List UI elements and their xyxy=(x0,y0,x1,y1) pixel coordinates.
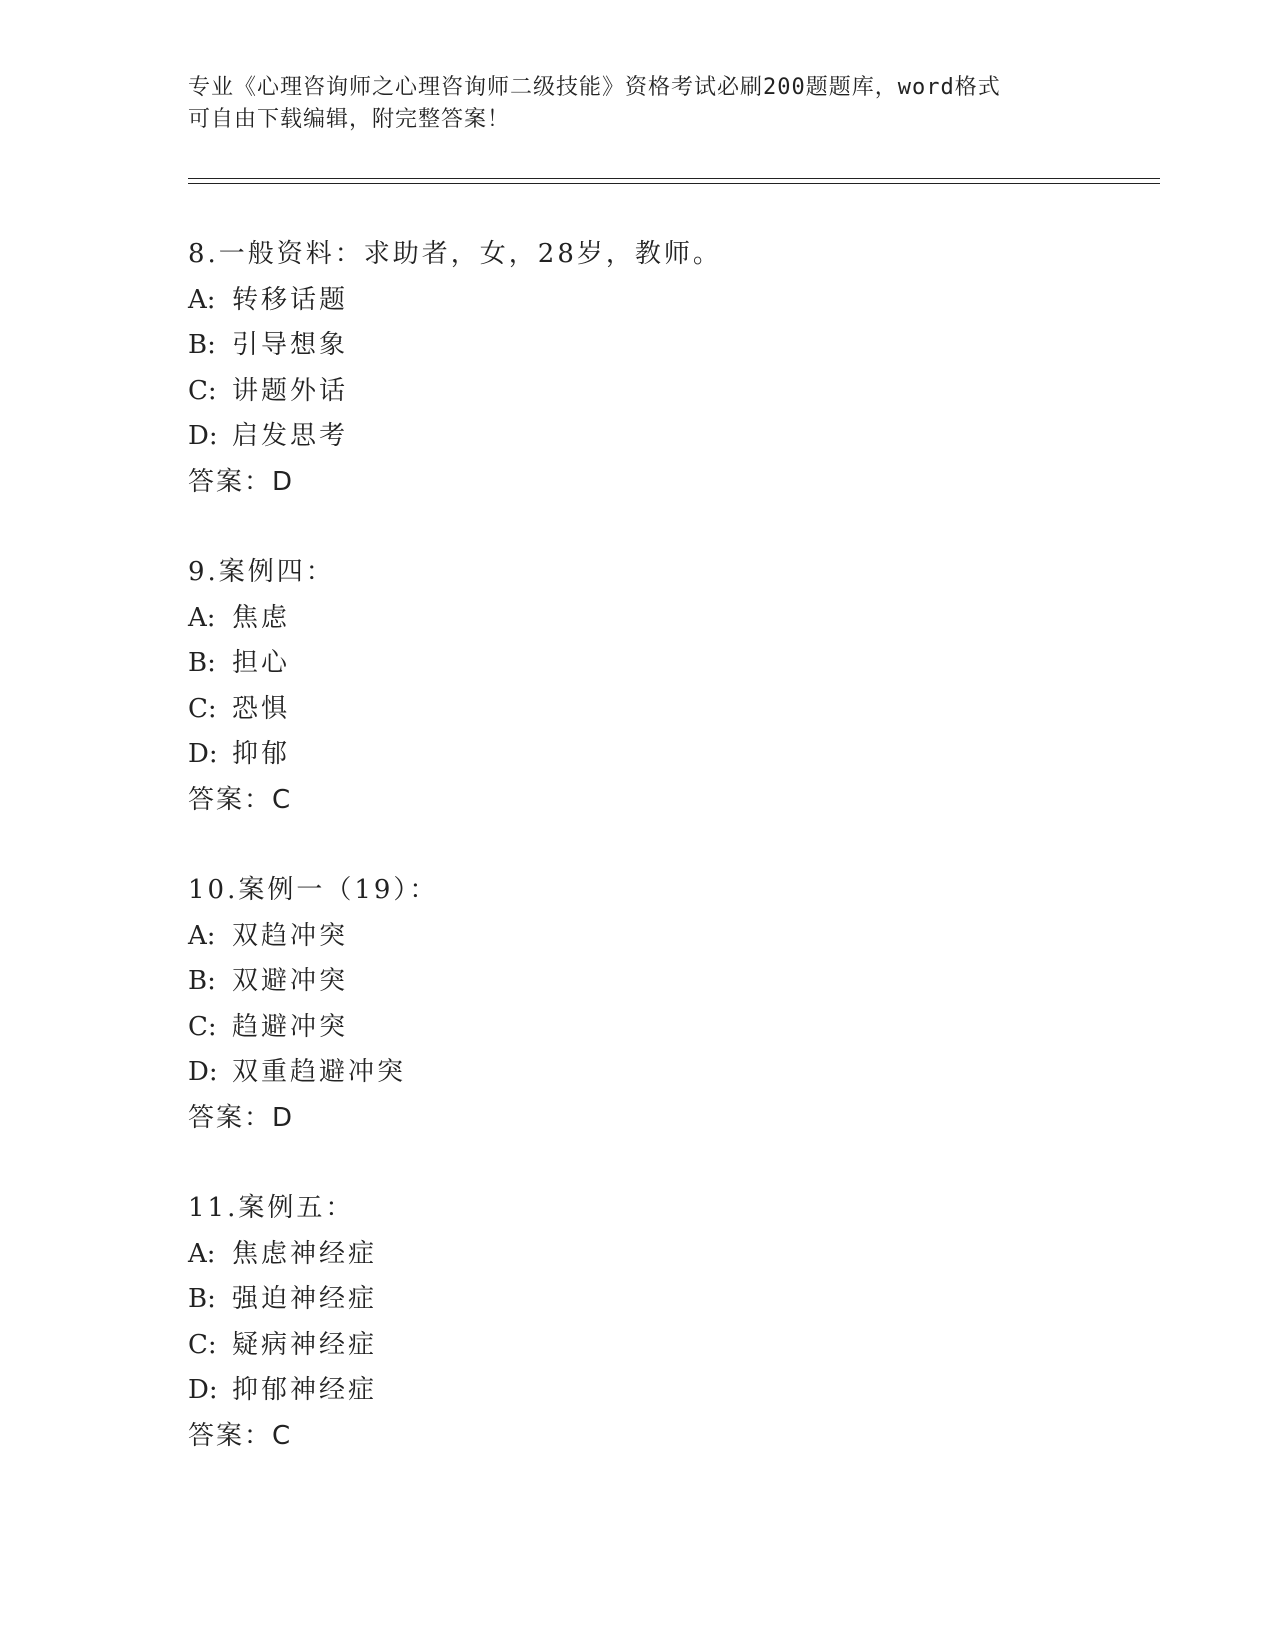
option-text: 双趋冲突 xyxy=(232,920,349,951)
header-divider-top xyxy=(188,178,1160,179)
option-text: 焦虑 xyxy=(232,602,291,633)
question-10 xyxy=(188,868,1148,1141)
header-divider-bottom xyxy=(188,183,1160,184)
option-a xyxy=(188,596,1148,642)
option-text: 焦虑神经症 xyxy=(232,1238,378,1269)
option-b xyxy=(188,959,1148,1005)
option-key: B: xyxy=(188,330,216,360)
option-key: D: xyxy=(188,1057,218,1087)
question-9 xyxy=(188,550,1148,823)
option-b xyxy=(188,641,1148,687)
option-key: A: xyxy=(188,284,216,315)
option-key: D: xyxy=(188,739,218,769)
option-key: A: xyxy=(188,1238,216,1269)
answer-line: 答案：D xyxy=(188,1102,295,1133)
option-key: B: xyxy=(188,1284,216,1314)
option-text: 担心 xyxy=(232,648,291,678)
option-text: 疑病神经症 xyxy=(232,1329,378,1360)
option-c xyxy=(188,1005,1148,1051)
question-stem: 10.案例一（19）： xyxy=(188,875,439,905)
option-text: 双避冲突 xyxy=(232,966,349,996)
option-b xyxy=(188,323,1148,369)
header-line-1: 专业《心理咨询师之心理咨询师二级技能》资格考试必刷200题题库，word格式 xyxy=(188,75,1001,100)
option-key: C: xyxy=(188,1329,217,1360)
option-c xyxy=(188,1323,1148,1369)
option-text: 讲题外话 xyxy=(232,375,349,406)
question-stem: 11.案例五： xyxy=(188,1193,355,1223)
option-text: 转移话题 xyxy=(232,284,349,315)
option-d xyxy=(188,732,1148,778)
option-key: A: xyxy=(188,602,216,633)
option-c xyxy=(188,369,1148,415)
answer-line: 答案：D xyxy=(188,466,295,497)
option-d xyxy=(188,1050,1148,1096)
option-a xyxy=(188,914,1148,960)
option-key: D: xyxy=(188,421,218,451)
answer-line: 答案：C xyxy=(188,784,293,815)
option-text: 引导想象 xyxy=(232,330,349,360)
option-key: C: xyxy=(188,693,217,724)
option-a xyxy=(188,1232,1148,1278)
option-text: 趋避冲突 xyxy=(232,1011,349,1042)
question-list xyxy=(188,232,1148,1504)
option-text: 强迫神经症 xyxy=(232,1284,378,1314)
option-text: 恐惧 xyxy=(232,693,291,724)
option-key: B: xyxy=(188,966,216,996)
question-8 xyxy=(188,232,1148,505)
option-c xyxy=(188,687,1148,733)
option-text: 双重趋避冲突 xyxy=(232,1057,407,1087)
option-key: D: xyxy=(188,1375,218,1405)
option-d xyxy=(188,414,1148,460)
option-d xyxy=(188,1368,1148,1414)
answer-line: 答案：C xyxy=(188,1420,293,1451)
option-text: 启发思考 xyxy=(232,421,349,451)
question-11 xyxy=(188,1186,1148,1459)
option-key: C: xyxy=(188,1011,217,1042)
document-header xyxy=(188,72,1088,136)
header-line-2: 可自由下载编辑，附完整答案！ xyxy=(188,107,511,132)
question-stem: 9.案例四： xyxy=(188,557,335,587)
option-text: 抑郁 xyxy=(232,739,291,769)
option-key: C: xyxy=(188,375,217,406)
option-key: B: xyxy=(188,648,216,678)
option-b xyxy=(188,1277,1148,1323)
option-text: 抑郁神经症 xyxy=(232,1375,378,1405)
option-key: A: xyxy=(188,920,216,951)
question-stem: 8.一般资料：求助者，女，28岁，教师。 xyxy=(188,239,722,269)
option-a xyxy=(188,278,1148,324)
